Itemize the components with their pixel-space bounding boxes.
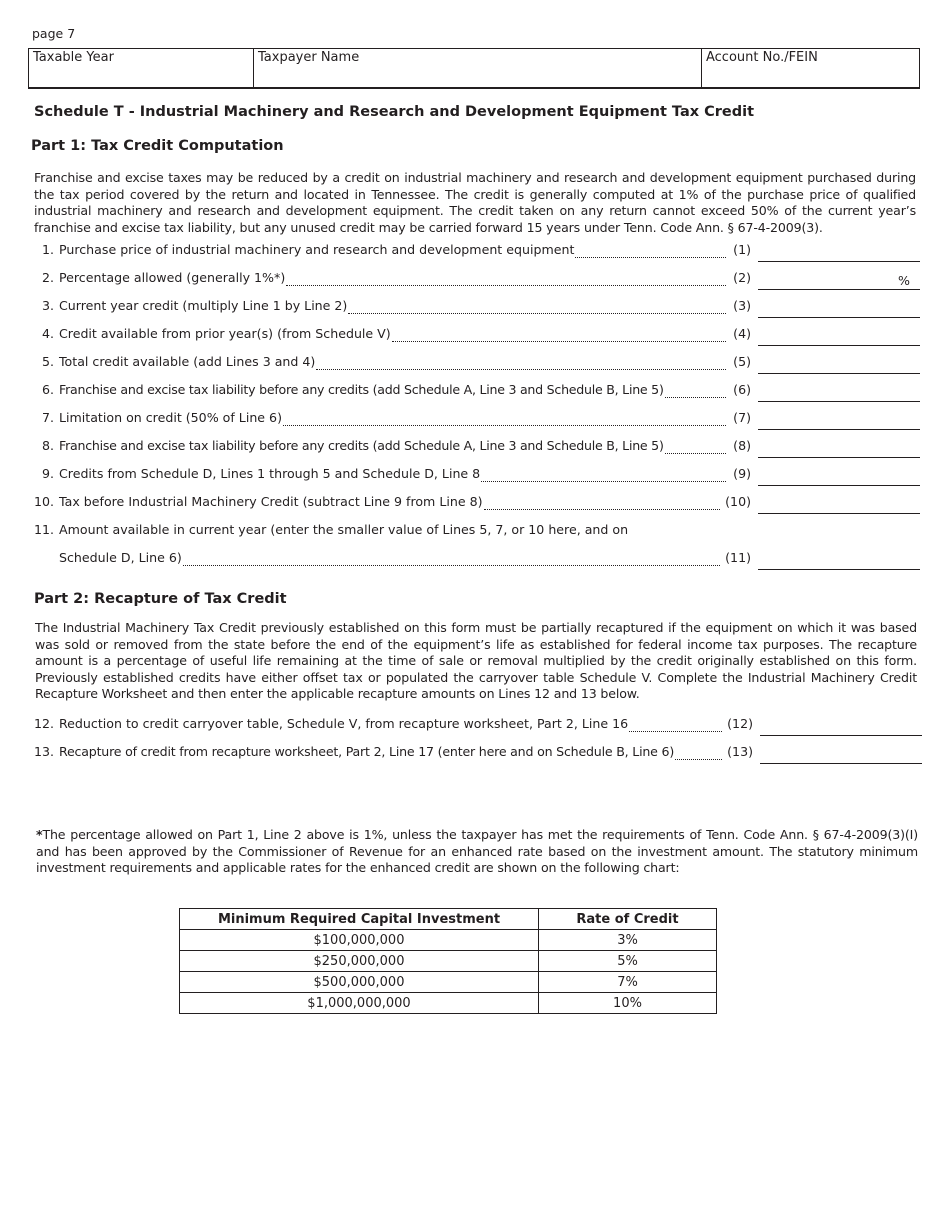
dot-leader	[286, 274, 726, 288]
line-ref: (10)	[725, 494, 751, 509]
line-1-input[interactable]	[758, 246, 920, 262]
rate-cell: 10%	[539, 993, 717, 1014]
line-12-input[interactable]	[760, 720, 922, 736]
footnote-text: The percentage allowed on Part 1, Line 2 above is 1%, unless the taxpayer has met the requirements of Tenn. Code Ann. § 67-4-2009(3)(I) and has been approved by the Commissioner of Revenue for an enhanced rate based on the investment amount. The statutory minimum investment requirements and applicable rates for the enhanced credit are shown on the following chart:	[36, 827, 918, 875]
line-6-input[interactable]	[758, 386, 920, 402]
rate-cell: 7%	[539, 972, 717, 993]
part2-title: Part 2: Recapture of Tax Credit	[34, 591, 287, 607]
line-number: 6.	[41, 382, 54, 397]
taxpayer-header-box	[28, 48, 920, 89]
dot-leader	[392, 330, 726, 344]
taxable-year-field[interactable]	[29, 49, 253, 87]
investment-cell: $1,000,000,000	[180, 993, 539, 1014]
line-ref: (5)	[733, 354, 751, 369]
dot-leader	[675, 748, 722, 762]
line-label: Reduction to credit carryover table, Schedule V, from recapture worksheet, Part 2, Line 16	[59, 716, 629, 731]
part2-intro: The Industrial Machinery Tax Credit previously established on this form must be partially recaptured if the equipment on which it was based was sold or removed from the state before the end of the equipment’s life as established for federal income tax purposes. The recapture amount is a percentage of useful life remaining at the time of sale or removal multiplied by the credit originally established on this form. Previously established credits have either offset tax or populated the carryover table Schedule V. Complete the Industrial Machinery Credit Recapture Worksheet and then enter the applicable recapture amounts on Lines 12 and 13 below.	[35, 620, 917, 701]
footnote-marker: *	[36, 827, 43, 842]
taxable-year-label: Taxable Year	[33, 50, 114, 65]
line-label: Limitation on credit (50% of Line 6)	[59, 410, 282, 425]
table-row	[180, 993, 717, 1014]
dot-leader	[348, 302, 726, 316]
line-label: Current year credit (multiply Line 1 by Line 2)	[59, 298, 348, 313]
line-10	[30, 494, 920, 512]
line-label: Total credit available (add Lines 3 and 4)	[59, 354, 316, 369]
line-number: 7.	[41, 410, 54, 425]
line-3-input[interactable]	[758, 302, 920, 318]
line-ref: (12)	[727, 716, 753, 731]
line-label-continued: Schedule D, Line 6)	[59, 550, 182, 565]
line-number: 1.	[41, 242, 54, 257]
line-4	[30, 326, 920, 344]
taxpayer-name-field[interactable]	[253, 49, 701, 87]
dot-leader	[665, 442, 726, 456]
account-fein-label: Account No./FEIN	[706, 50, 818, 65]
part1-title: Part 1: Tax Credit Computation	[31, 138, 284, 154]
line-ref: (11)	[725, 550, 751, 565]
account-fein-field[interactable]	[701, 49, 919, 87]
table-header-row	[180, 909, 717, 930]
footnote	[36, 827, 918, 877]
line-label: Franchise and excise tax liability before any credits (add Schedule A, Line 3 and Schedule B, Line 5)	[59, 438, 664, 453]
column-header-rate: Rate of Credit	[539, 909, 717, 930]
line-ref: (3)	[733, 298, 751, 313]
line-ref: (4)	[733, 326, 751, 341]
line-13	[30, 744, 922, 762]
line-2	[30, 270, 920, 288]
dot-leader	[283, 414, 726, 428]
line-11-continued	[30, 550, 920, 568]
line-label: Credits from Schedule D, Lines 1 through 5 and Schedule D, Line 8	[59, 466, 481, 481]
line-11-input[interactable]	[758, 554, 920, 570]
dot-leader	[575, 246, 726, 260]
line-number: 2.	[41, 270, 54, 285]
line-13-input[interactable]	[760, 748, 922, 764]
dot-leader	[316, 358, 726, 372]
table-row	[180, 930, 717, 951]
line-label: Percentage allowed (generally 1%*)	[59, 270, 286, 285]
line-number: 10.	[33, 494, 54, 509]
line-label: Tax before Industrial Machinery Credit (subtract Line 9 from Line 8)	[59, 494, 483, 509]
part1-intro: Franchise and excise taxes may be reduced by a credit on industrial machinery and research and development equipment purchased during the tax period covered by the return and located in Tennessee. The credit is generally computed at 1% of the purchase price of qualified industrial machinery and research and development equipment. The credit taken on any return cannot exceed 50% of the current year’s franchise and excise tax liability, but any unused credit may be carried forward 15 years under Tenn. Code Ann. § 67-4-2009(3).	[34, 170, 916, 235]
line-label: Credit available from prior year(s) (from Schedule V)	[59, 326, 391, 341]
line-ref: (7)	[733, 410, 751, 425]
line-9-input[interactable]	[758, 470, 920, 486]
line-label: Amount available in current year (enter the smaller value of Lines 5, 7, or 10 here, and on	[59, 522, 629, 537]
schedule-title: Schedule T - Industrial Machinery and Research and Development Equipment Tax Credit	[34, 104, 755, 120]
line-8-input[interactable]	[758, 442, 920, 458]
line-number: 4.	[41, 326, 54, 341]
line-11	[30, 522, 920, 540]
rate-cell: 3%	[539, 930, 717, 951]
line-ref: (1)	[733, 242, 751, 257]
line-8	[30, 438, 920, 456]
line-5-input[interactable]	[758, 358, 920, 374]
line-1	[30, 242, 920, 260]
rate-cell: 5%	[539, 951, 717, 972]
dot-leader	[665, 386, 726, 400]
line-6	[30, 382, 920, 400]
line-4-input[interactable]	[758, 330, 920, 346]
line-number: 13.	[33, 744, 54, 759]
line-number: 9.	[41, 466, 54, 481]
line-number: 5.	[41, 354, 54, 369]
line-label: Purchase price of industrial machinery and research and development equipment	[59, 242, 575, 257]
line-ref: (8)	[733, 438, 751, 453]
line-ref: (13)	[727, 744, 753, 759]
dot-leader	[481, 470, 726, 484]
page-number: page 7	[32, 26, 76, 41]
line-ref: (2)	[733, 270, 751, 285]
line-ref: (6)	[733, 382, 751, 397]
line-2-input[interactable]	[758, 274, 920, 290]
dot-leader	[183, 554, 720, 568]
line-number: 11.	[33, 522, 54, 537]
line-5	[30, 354, 920, 372]
line-3	[30, 298, 920, 316]
percent-suffix: %	[898, 273, 910, 288]
line-ref: (9)	[733, 466, 751, 481]
line-label: Franchise and excise tax liability before any credits (add Schedule A, Line 3 and Schedule B, Line 5)	[59, 382, 664, 397]
line-7-input[interactable]	[758, 414, 920, 430]
line-9	[30, 466, 920, 484]
line-10-input[interactable]	[758, 498, 920, 514]
investment-cell: $500,000,000	[180, 972, 539, 993]
investment-cell: $100,000,000	[180, 930, 539, 951]
table-row	[180, 972, 717, 993]
line-number: 3.	[41, 298, 54, 313]
investment-cell: $250,000,000	[180, 951, 539, 972]
enhanced-rate-table	[179, 908, 717, 1014]
line-number: 8.	[41, 438, 54, 453]
dot-leader	[629, 720, 722, 734]
line-7	[30, 410, 920, 428]
line-number: 12.	[33, 716, 54, 731]
line-12	[30, 716, 922, 734]
taxpayer-name-label: Taxpayer Name	[258, 50, 360, 65]
dot-leader	[484, 498, 720, 512]
column-header-investment: Minimum Required Capital Investment	[180, 909, 539, 930]
table-row	[180, 951, 717, 972]
line-label: Recapture of credit from recapture worksheet, Part 2, Line 17 (enter here and on Schedule B, Line 6)	[59, 744, 675, 759]
